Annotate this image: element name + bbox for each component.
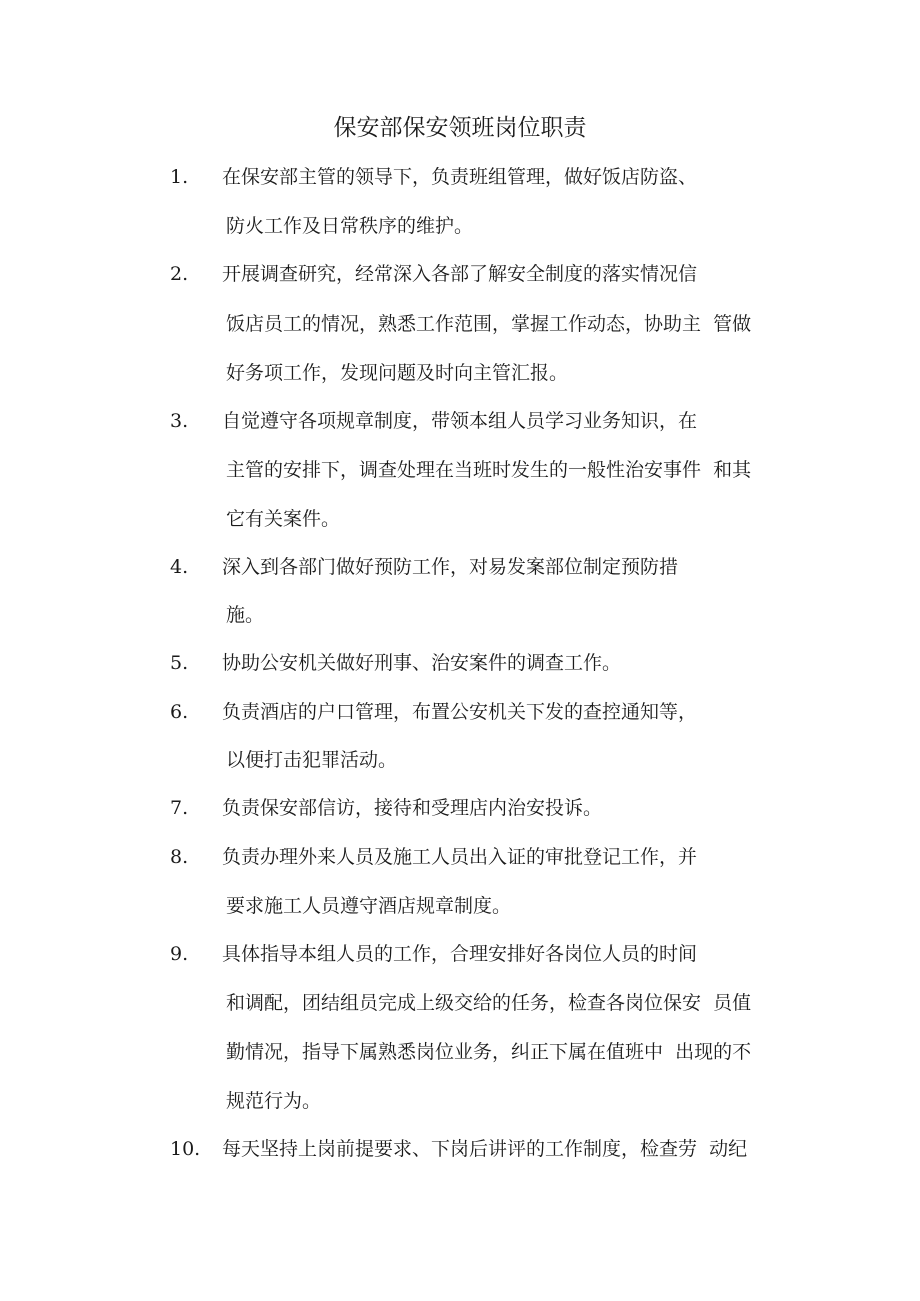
item-text-line: 施。 [226, 604, 265, 626]
item-text-line: 每天坚持上岗前提要求、下岗后讲评的工作制度，检查劳 动纪 [222, 1138, 748, 1160]
item-number: 10. [170, 1138, 201, 1160]
item-number: 1. [170, 166, 189, 188]
item-text-line: 具体指导本组人员的工作，合理安排好各岗位人员的时间 [222, 943, 698, 965]
item-text-line: 开展调查研究，经常深入各部了解安全制度的落实情况信 [222, 263, 698, 285]
item-number: 6. [170, 701, 189, 723]
item-text-line: 好务项工作，发现问题及时向主管汇报。 [226, 362, 569, 384]
item-text-line: 规范行为。 [226, 1090, 322, 1112]
item-text-line: 它有关案件。 [226, 508, 341, 530]
item-text-line: 主管的安排下，调查处理在当班时发生的一般性治安事件 和其 [226, 459, 752, 481]
item-number: 8. [170, 846, 189, 868]
item-text-line: 以便打击犯罪活动。 [226, 749, 398, 771]
item-text-line: 深入到各部门做好预防工作，对易发案部位制定预防措 [222, 556, 679, 578]
item-text-line: 协助公安机关做好刑事、治安案件的调查工作。 [222, 652, 622, 674]
item-number: 4. [170, 556, 189, 578]
item-text-line: 负责酒店的户口管理，布置公安机关下发的查控通知等， [222, 701, 698, 723]
item-number: 9. [170, 943, 189, 965]
item-text-line: 和调配，团结组员完成上级交给的任务，检查各岗位保安 员值 [226, 992, 752, 1014]
item-text-line: 自觉遵守各项规章制度，带领本组人员学习业务知识，在 [222, 410, 698, 432]
item-number: 5. [170, 652, 189, 674]
item-text-line: 勤情况，指导下属熟悉岗位业务，纠正下属在值班中 出现的不 [226, 1041, 752, 1063]
item-number: 7. [170, 797, 189, 819]
item-text-line: 饭店员工的情况，熟悉工作范围，掌握工作动态，协助主 管做 [226, 313, 752, 335]
item-number: 2. [170, 263, 189, 285]
item-number: 3. [170, 410, 189, 432]
item-text-line: 在保安部主管的领导下，负责班组管理，做好饭店防盗、 [222, 166, 698, 188]
item-text-line: 防火工作及日常秩序的维护。 [226, 215, 474, 237]
item-text-line: 负责办理外来人员及施工人员出入证的审批登记工作，并 [222, 846, 698, 868]
item-text-line: 要求施工人员遵守酒店规章制度。 [226, 895, 512, 917]
document-title: 保安部保安领班岗位职责 [333, 115, 587, 141]
item-text-line: 负责保安部信访，接待和受理店内治安投诉。 [222, 797, 603, 819]
